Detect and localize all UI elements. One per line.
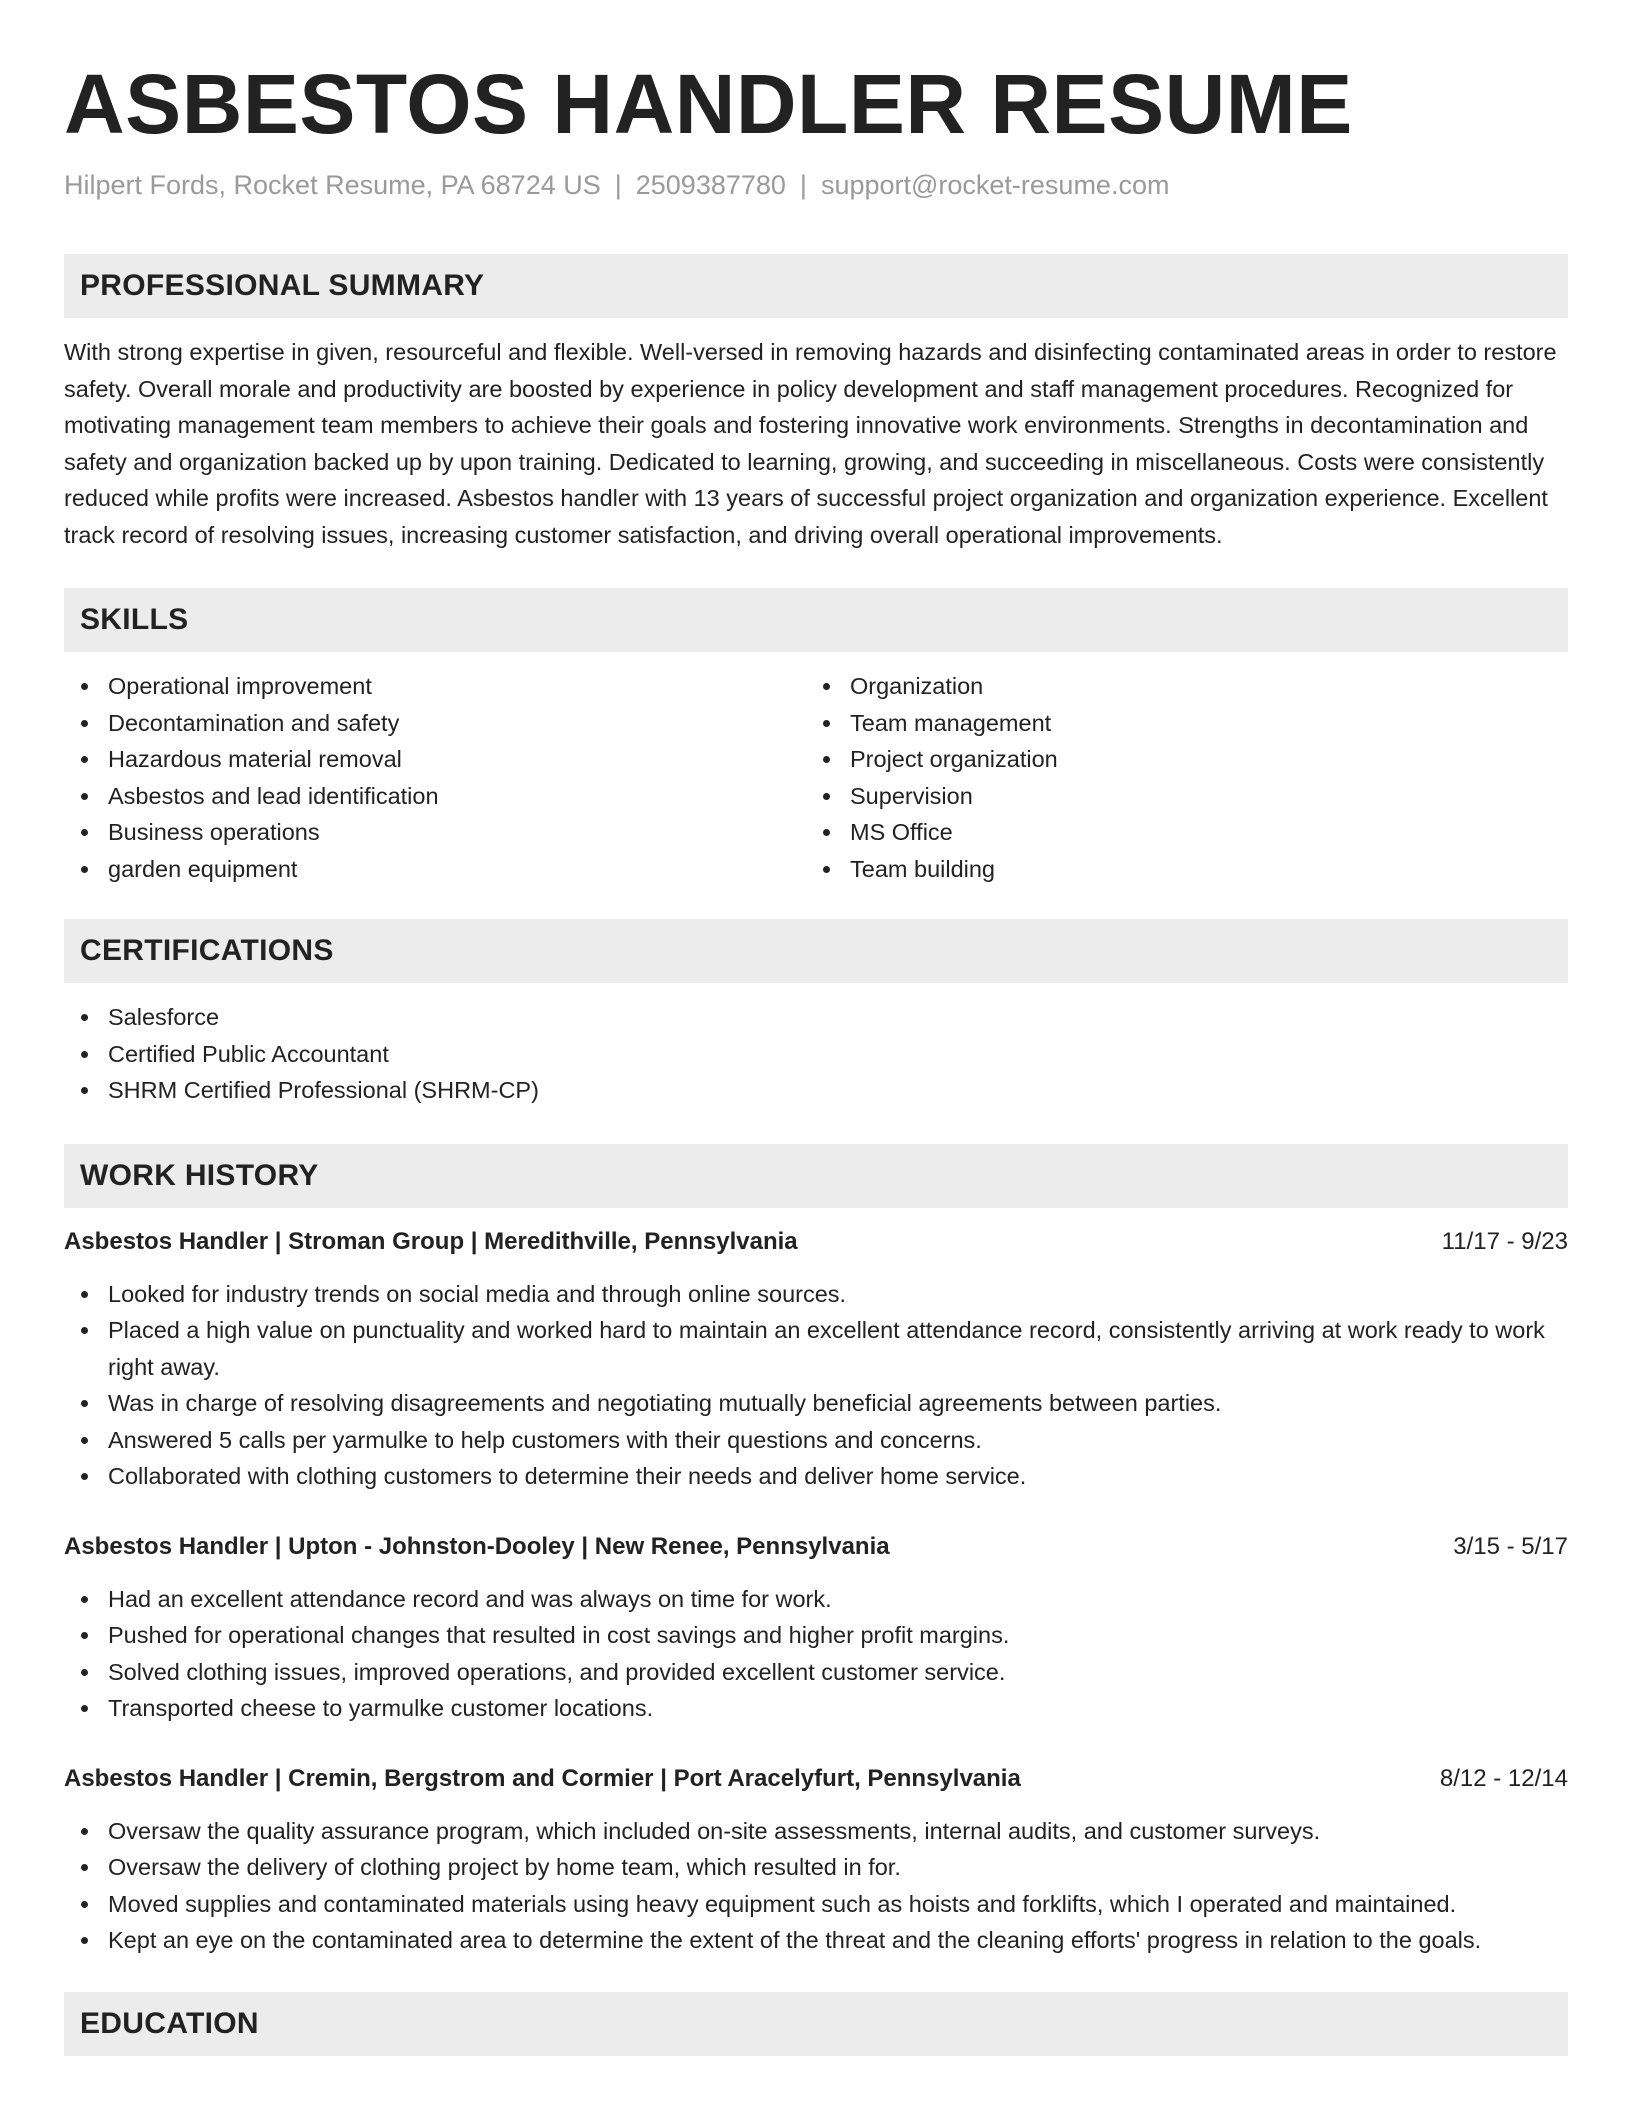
section-heading-skills: SKILLS (64, 588, 1568, 652)
job-duty: Kept an eye on the contaminated area to determine the extent of the threat and the cleaning efforts' progress in relation to the goals. (64, 1922, 1568, 1959)
job-duty: Solved clothing issues, improved operations, and provided excellent customer service. (64, 1654, 1568, 1691)
summary-text: With strong expertise in given, resourceful and flexible. Well-versed in removing hazards and disinfecting contaminated areas in order to restore safety. Overall morale and productivity are boosted by experience in policy development and staff management procedures. Recognized for motivating management team members to achieve their goals and fostering innovative work environments. Strengths in decontamination and safety and organization backed up by upon training. Dedicated to learning, growing, and succeeding in miscellaneous. Costs were consistently reduced while profits were increased. Asbestos handler with 13 years of successful project organization and organization experience. Excellent track record of resolving issues, increasing customer satisfaction, and driving overall operational improvements. (64, 339, 1557, 548)
skills-list-right (806, 668, 1548, 887)
contact-address: Hilpert Fords, Rocket Resume, PA 68724 US (64, 170, 601, 200)
job-duty: Answered 5 calls per yarmulke to help customers with their questions and concerns. (64, 1422, 1568, 1459)
skill-item: Business operations (64, 814, 806, 851)
job-duty: Oversaw the quality assurance program, which included on-site assessments, internal audits, and customer surveys. (64, 1813, 1568, 1850)
job-duty: Was in charge of resolving disagreements and negotiating mutually beneficial agreements between parties. (64, 1385, 1568, 1422)
job-duties (64, 1581, 1568, 1727)
resume-title: ASBESTOS HANDLER RESUME (64, 57, 1353, 151)
certification-item: SHRM Certified Professional (SHRM-CP) (64, 1072, 1568, 1109)
section-heading-certifications: CERTIFICATIONS (64, 919, 1568, 983)
job-duty: Looked for industry trends on social media and through online sources. (64, 1276, 1568, 1313)
job-entry (64, 1761, 1568, 1959)
certification-item: Certified Public Accountant (64, 1036, 1568, 1073)
certification-item: Salesforce (64, 999, 1568, 1036)
contact-email[interactable]: support@rocket-resume.com (820, 170, 1170, 200)
skill-item: Project organization (806, 741, 1548, 778)
job-duty: Oversaw the delivery of clothing project by home team, which resulted in for. (64, 1849, 1568, 1886)
job-duties (64, 1813, 1568, 1959)
skill-item: Decontamination and safety (64, 705, 806, 742)
skill-item: MS Office (806, 814, 1548, 851)
skill-item: Operational improvement (64, 668, 806, 705)
job-dates: 11/17 - 9/23 (1441, 1227, 1568, 1255)
skill-item: garden equipment (64, 851, 806, 888)
job-entry (64, 1224, 1568, 1495)
section-heading-education: EDUCATION (64, 1992, 1568, 2056)
certifications-list (64, 999, 1568, 1109)
skills-grid (64, 668, 1568, 887)
skill-item: Organization (806, 668, 1548, 705)
section-heading-work-history: WORK HISTORY (64, 1144, 1568, 1208)
job-duty: Placed a high value on punctuality and worked hard to maintain an excellent attendance record, consistently arriving at work ready to work right away. (64, 1312, 1568, 1385)
job-header (64, 1761, 1568, 1797)
contact-line (64, 168, 1568, 202)
skill-item: Team building (806, 851, 1548, 888)
skill-item: Supervision (806, 778, 1548, 815)
contact-separator: | (614, 170, 622, 200)
skill-item: Hazardous material removal (64, 741, 806, 778)
job-title: Asbestos Handler | Upton - Johnston-Dooley | New Renee, Pennsylvania (64, 1532, 890, 1560)
job-dates: 8/12 - 12/14 (1439, 1764, 1568, 1792)
job-header (64, 1529, 1568, 1565)
job-title: Asbestos Handler | Stroman Group | Meredithville, Pennsylvania (64, 1227, 798, 1255)
job-duty: Moved supplies and contaminated materials using heavy equipment such as hoists and forklifts, which I operated and maintained. (64, 1886, 1568, 1923)
contact-phone: 2509387780 (635, 170, 786, 200)
skill-item: Team management (806, 705, 1548, 742)
job-title: Asbestos Handler | Cremin, Bergstrom and Cormier | Port Aracelyfurt, Pennsylvania (64, 1764, 1021, 1792)
job-duty: Transported cheese to yarmulke customer locations. (64, 1690, 1568, 1727)
job-dates: 3/15 - 5/17 (1453, 1532, 1568, 1560)
skill-item: Asbestos and lead identification (64, 778, 806, 815)
job-duty: Collaborated with clothing customers to determine their needs and deliver home service. (64, 1458, 1568, 1495)
job-duties (64, 1276, 1568, 1495)
section-heading-summary: PROFESSIONAL SUMMARY (64, 254, 1568, 318)
job-entry (64, 1529, 1568, 1727)
job-duty: Pushed for operational changes that resulted in cost savings and higher profit margins. (64, 1617, 1568, 1654)
skills-list-left (64, 668, 806, 887)
contact-separator: | (799, 170, 807, 200)
job-header (64, 1224, 1568, 1260)
job-duty: Had an excellent attendance record and was always on time for work. (64, 1581, 1568, 1618)
